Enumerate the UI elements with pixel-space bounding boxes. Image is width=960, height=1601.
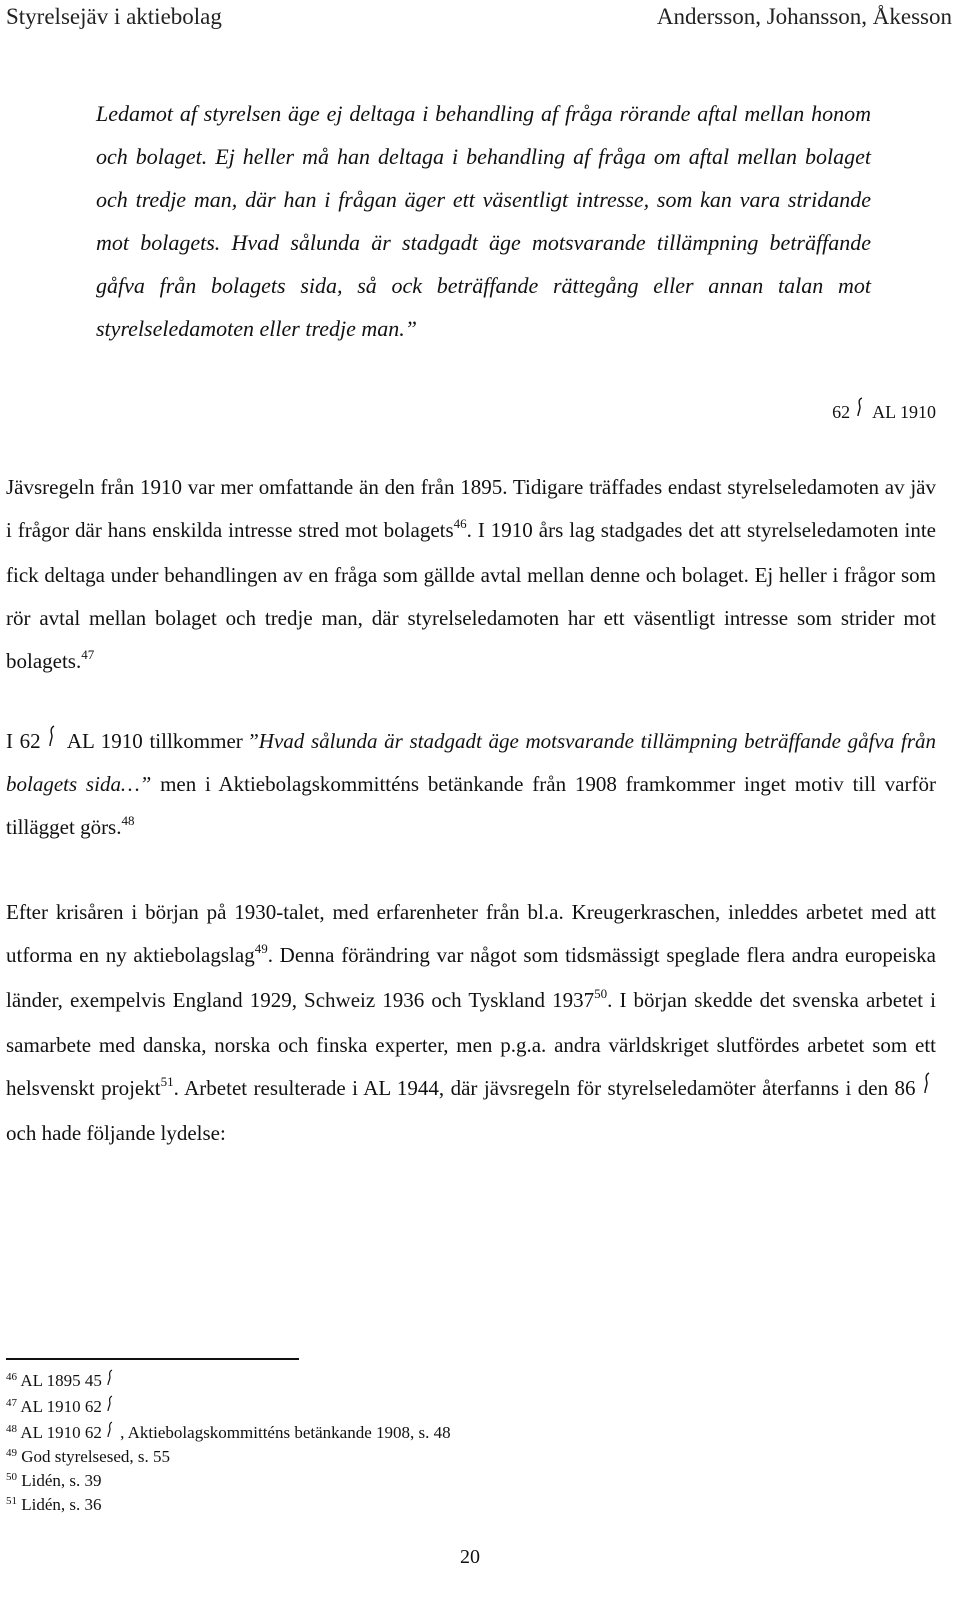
- footnote-ref-50[interactable]: 50: [594, 986, 608, 1001]
- footnote-text: AL 1910 62: [20, 1423, 102, 1442]
- footnote-text-tail: , Aktiebolagskommitténs betänkande 1908, s. 48: [120, 1423, 451, 1442]
- footnote-47: [6, 1394, 451, 1420]
- para3-text-c: . I början skedde det svenska arbetet i samarbete med danska, norska och finska experter, men p.g.a. andra världskriget slutfördes arbetet som ett helsvenskt projekt: [6, 988, 936, 1100]
- para1-text-a: Jävsregeln från 1910 var mer omfattande än den från 1895. Tidigare träffades endast styrelseledamoten av jäv i frågor där hans enskilda intresse stred mot bolagets: [6, 475, 936, 542]
- section-sign-icon: [106, 1394, 120, 1417]
- footnote-text: AL 1895 45: [20, 1371, 102, 1390]
- section-sign-icon: [47, 720, 61, 763]
- footnote-48: [6, 1420, 451, 1446]
- page-number: 20: [460, 1546, 480, 1568]
- section-sign-icon: [106, 1420, 120, 1443]
- footnote-text: God styrelsesed, s. 55: [21, 1447, 170, 1466]
- para2-text-c: men i Aktiebolagskommitténs betänkande från 1908 framkommer inget motiv till varför tillägget görs.: [6, 772, 936, 839]
- footnote-number: 46: [6, 1371, 17, 1383]
- quote-citation: [832, 396, 936, 423]
- section-sign-icon: [855, 396, 869, 423]
- footnote-49: [6, 1446, 451, 1470]
- para1-text-b: . I 1910 års lag stadgades det att styrelseledamoten inte fick deltaga under behandlingen av en fråga som gällde avtal mellan denne och bolaget. Ej heller i frågor som rör avtal mellan bolaget och tredje man, där styrelseledamoten har ett väsentligt intresse som strider mot bolagets.: [6, 518, 936, 673]
- footnote-separator: [6, 1358, 299, 1360]
- footnote-46: [6, 1368, 451, 1394]
- paragraph-62-al-1910: [6, 720, 936, 851]
- footnote-51: [6, 1494, 451, 1518]
- footnote-ref-47[interactable]: 47: [81, 647, 95, 662]
- para3-text-e: och hade följande lydelse:: [6, 1121, 226, 1145]
- block-quote: Ledamot af styrelsen äge ej deltaga i behandling af fråga rörande aftal mellan honom och bolaget. Ej heller må han deltaga i behandling af fråga om aftal mellan bolaget och tredje man, där han i frågan äger ett väsentligt intresse, som kan vara stridande mot bolagets. Hvad sålunda är stadgadt äge motsvarande tillämpning beträffande gåfva från bolagets sida, så ock beträffande rättegång eller annan talan mot styrelseledamoten eller tredje man.”: [96, 101, 871, 341]
- footnote-ref-51[interactable]: 51: [160, 1074, 174, 1089]
- paragraph-jav-1910: [6, 466, 936, 685]
- footnote-number: 49: [6, 1447, 17, 1459]
- footnote-ref-49[interactable]: 49: [254, 941, 268, 956]
- para2-text-b: AL 1910 tillkommer ”: [66, 729, 259, 753]
- citation-law: AL 1910: [872, 402, 936, 422]
- para3-text-d: . Arbetet resulterade i AL 1944, där jävsregeln för styrelseledamöter återfanns i den 86: [173, 1076, 916, 1100]
- running-header-authors: Andersson, Johansson, Åkesson: [656, 4, 952, 29]
- footnote-text: Lidén, s. 39: [21, 1471, 102, 1490]
- footnote-number: 48: [6, 1423, 17, 1435]
- footnote-ref-46[interactable]: 46: [453, 516, 467, 531]
- section-sign-icon: [106, 1368, 120, 1391]
- section-sign-icon: [922, 1067, 936, 1110]
- para3-text-a: Efter krisåren i början på 1930-talet, med erfarenheter från bl.a. Kreugerkraschen, inleddes arbetet med att utforma en ny aktiebolagslag: [6, 900, 936, 967]
- paragraph-al-1944: [6, 891, 936, 1155]
- running-header-title: Styrelsejäv i aktiebolag: [6, 4, 222, 29]
- footnote-number: 50: [6, 1471, 17, 1483]
- para2-italic-quote: Hvad sålunda är stadgadt äge motsvarande tillämpning beträffande gåfva från bolagets sida…”: [6, 729, 937, 796]
- footnote-number: 51: [6, 1495, 17, 1507]
- footnote-text: AL 1910 62: [20, 1397, 102, 1416]
- footnotes: [6, 1368, 451, 1518]
- footnote-text: Lidén, s. 36: [21, 1495, 102, 1514]
- citation-number: 62: [832, 402, 851, 422]
- para2-text-a: I 62: [6, 729, 41, 753]
- para3-text-b: . Denna förändring var något som tidsmässigt speglade flera andra europeiska länder, exempelvis England 1929, Schweiz 1936 och Tyskland 1937: [6, 943, 936, 1012]
- footnote-ref-48[interactable]: 48: [121, 813, 135, 828]
- footnote-50: [6, 1470, 451, 1494]
- footnote-number: 47: [6, 1397, 17, 1409]
